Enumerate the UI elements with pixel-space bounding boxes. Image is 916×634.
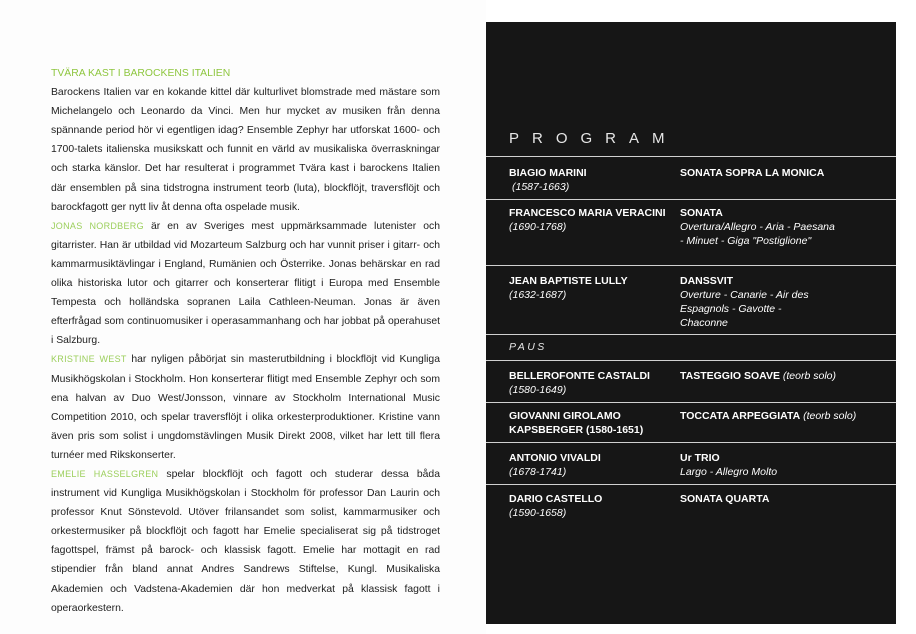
work-castaldi (680, 369, 890, 383)
composer-castaldi (509, 369, 669, 397)
composer-name: GIOVANNI GIROLAMO KAPSBERGER (1580-1651) (509, 410, 644, 436)
work-vivaldi (680, 451, 890, 479)
bio-text-emelie: spelar blockflöjt och fagott och studerar dessa båda instrument vid Kungliga Musikhögskolan i Stockholm för professor Dan Laurin och professor Knut Sönstevold. Utöver frilansandet som solist, kammarmusiker och orkestermusiker på blockflöjt och fagott har Emelie specialiserat sig på tidstroget fagottspel, främst på barock- och klassisk fagott. Emelie har mottagit en rad stipendier från bland annat Andres Sandrews Stiftelse, Kungl. Musikaliska Akademien och Vadstena-Akademien där hon medverkat på klassisk fagott i operaorkestern. (51, 468, 440, 614)
work-castello (680, 492, 890, 506)
work-title: TOCCATA ARPEGGIATA (680, 410, 801, 422)
work-title: TASTEGGIO SOAVE (680, 370, 780, 382)
composer-name: BIAGIO MARINI (509, 167, 587, 179)
composer-years: (1580-1649) (509, 384, 567, 396)
program-divider (486, 265, 896, 266)
left-text-block (51, 64, 440, 618)
program-divider (486, 199, 896, 200)
program-divider (486, 360, 896, 361)
composer-name: ANTONIO VIVALDI (509, 452, 601, 464)
program-divider (486, 484, 896, 485)
bio-jonas (51, 217, 440, 351)
bio-name-emelie: EMELIE HASSELGREN (51, 468, 159, 479)
composer-years: (1632-1687) (509, 289, 567, 301)
program-divider (486, 156, 896, 157)
composer-years: (1690-1768) (509, 221, 567, 233)
bio-kristine (51, 350, 440, 465)
program-page (486, 22, 896, 624)
program-divider (486, 402, 896, 403)
composer-name: JEAN BAPTISTE LULLY (509, 275, 628, 287)
composer-years: (1590-1658) (509, 507, 567, 519)
work-title: Ur TRIO (680, 452, 720, 464)
composer-years: (1678-1741) (509, 466, 567, 478)
composer-name: DARIO CASTELLO (509, 493, 603, 505)
intermission-label: PAUS (509, 341, 547, 353)
composer-name: BELLEROFONTE CASTALDI (509, 370, 650, 382)
work-note: (teorb solo) (800, 410, 857, 422)
work-note: (teorb solo) (779, 370, 836, 382)
composer-vivaldi (509, 451, 669, 479)
composer-lully (509, 274, 669, 302)
work-kapsberger (680, 409, 890, 423)
work-title: SONATA QUARTA (680, 493, 770, 505)
bio-text-jonas: är en av Sveriges mest uppmärksammade lutenister och gitarrister. Han är utbildad vid Mozarteum Salzburg och har vunnit priser i gitarr- och kammarmusiktävlingar i England, Rumänien och Österrike. Jonas behärskar en rad olika historiska lutor och gitarrer och konserterar flitigt i Europa med Ensemble Tempesta och holländska sopranen Laila Cathleen-Neuman. Jonas är även efterfrågad som continuomusiker i operasammanhang och har jobbat på operahuset i Salzburg. (51, 220, 440, 347)
bio-emelie (51, 465, 440, 618)
bio-name-jonas: JONAS NORDBERG (51, 220, 144, 231)
intro-paragraph: Barockens Italien var en kokande kittel där kulturlivet blomstrade med mästare som Michelangelo och Leonardo da Vinci. Men hur mycket av musiken från denna spännande period hör vi egentligen idag? Ensemble Zephyr har utforskat 1600- och 1700-talets italienska musikskatt och funnit en värld av musikaliska överraskningar och starka känslor. Det har resulterat i programmet Tvära kast i barockens Italien där ensemblen på sina tidstrogna instrument teorb (luta), blockflöjt, traversflöjt och barockfagott ger nytt liv åt denna ofta ospelade musik. (51, 87, 440, 213)
composer-years: (1587-1663) (512, 181, 570, 193)
composer-kapsberger (509, 409, 669, 437)
bio-name-kristine: KRISTINE WEST (51, 354, 127, 365)
program-divider (486, 442, 896, 443)
work-title: SONATA (680, 207, 723, 219)
work-title: DANSSVIT (680, 275, 734, 287)
program-title: PROGRAM (509, 130, 678, 147)
composer-castello (509, 492, 669, 520)
work-lully (680, 274, 890, 330)
section-heading: TVÄRA KAST I BAROCKENS ITALIEN (51, 68, 231, 79)
work-movements: Overtura/Allegro - Aria - Paesana - Minuet - Giga "Postiglione" (680, 221, 835, 247)
work-movements: Overture - Canarie - Air des Espagnols - Gavotte - Chaconne (680, 289, 809, 329)
work-title: SONATA SOPRA LA MONICA (680, 167, 825, 179)
composer-name: FRANCESCO MARIA VERACINI (509, 207, 666, 219)
work-movements: Largo - Allegro Molto (680, 466, 778, 478)
bio-text-kristine: har nyligen påbörjat sin masterutbildning i blockflöjt vid Kungliga Musikhögskolan i Stockholm. Hon konserterar flitigt med Ensemble Zephyr och som ena halvan av Duo West/Jonsson, vinnare av Stockholm International Music Competition 2010, och spelar traversflöjt i olika orkesterproduktioner. Kristine vann även pris som solist i ungdomstävlingen Musik Direkt 2008, vilket har lett till flera turnéer med Rikskonserter. (51, 354, 440, 461)
program-divider (486, 334, 896, 335)
work-marini (680, 166, 890, 180)
composer-marini (509, 166, 669, 194)
work-veracini (680, 206, 890, 248)
composer-veracini (509, 206, 669, 234)
